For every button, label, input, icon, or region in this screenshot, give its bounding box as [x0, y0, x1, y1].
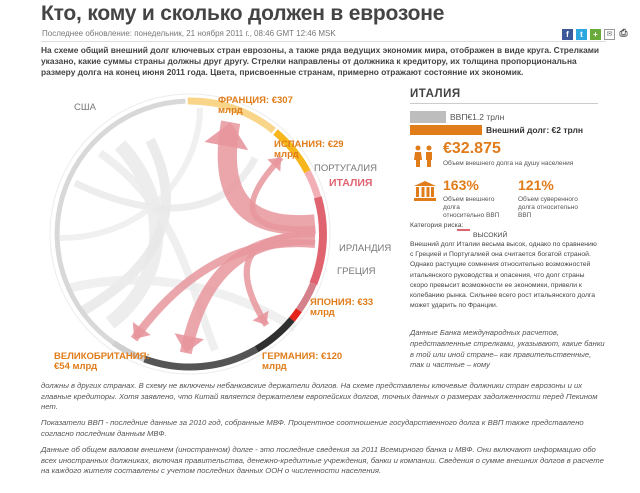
- debt-per-capita-label: Объем внешнего долга на душу населения: [443, 160, 574, 167]
- external-debt-gdp-label: Объем внешнего долга относительно ВВП: [443, 196, 500, 219]
- label-germany: ГЕРМАНИЯ: €120 млрд: [262, 351, 343, 372]
- footnote-2: Показатели ВВП - последние данные за 2010 год, собранные МВФ. Процентное соотношение государственного долга к ВВП также представлено согласно последним данным МВФ.: [41, 418, 584, 438]
- label-france: ФРАНЦИЯ: €307 млрд: [218, 95, 293, 116]
- external-debt-bar: [410, 125, 482, 135]
- print-icon[interactable]: ⎙: [619, 28, 628, 39]
- grey-chord-1: [110, 145, 156, 323]
- share-toolbar: [562, 29, 629, 40]
- risk-category-value: ВЫСОКИЙ: [473, 232, 508, 239]
- sovereign-debt-gdp-label: Объем суверенного долга относительно ВВП: [518, 196, 578, 219]
- arrowhead-france: [204, 122, 248, 150]
- email-icon[interactable]: ✉: [604, 29, 615, 40]
- twitter-icon[interactable]: t: [576, 29, 587, 40]
- gdp-row: [410, 111, 504, 123]
- label-greece: ГРЕЦИЯ: [337, 266, 376, 277]
- people-icon: [412, 145, 436, 167]
- intro-text: На схеме общий внешний долг ключевых стран еврозоны, а также ряда ведущих экономик мира, отображен в виде круга. Стрелками указано, какие суммы страны должны друг другу. Стрелки направлены от должника к кредитору, их толщина пропорциональна размеру долга на конец июня 2011 года. Цвета, присвоенные странам, примерно отражают состояние их экономик.: [41, 45, 600, 77]
- panel-country-title: ИТАЛИЯ: [410, 88, 461, 100]
- arc-portugal[interactable]: [307, 172, 317, 198]
- risk-category-label: Категория риска:: [410, 222, 464, 229]
- label-portugal: ПОРТУГАЛИЯ: [314, 163, 377, 174]
- label-ireland: ИРЛАНДИЯ: [339, 243, 392, 254]
- share-icon[interactable]: +: [590, 29, 601, 40]
- label-spain: ИСПАНИЯ: €29 млрд: [274, 139, 344, 160]
- gdp-bar: [410, 111, 446, 123]
- country-description: Внешний долг Италии весьма высок, однако по сравнению с Грецией и Португалией она считается богатой страной. Однако растущие сомнения относительно возможностей итальянского руководства и опасения, что долг страны скоро превысит возможности ее экономики, привели к колебанию рынка. Сильнее всего рост итальянского долга может ударить по Франции.: [410, 241, 597, 310]
- arc-japan[interactable]: [257, 320, 292, 350]
- risk-indicator: [457, 229, 470, 231]
- label-japan: ЯПОНИЯ: €33 млрд: [310, 297, 374, 318]
- label-italy[interactable]: ИТАЛИЯ: [329, 177, 373, 189]
- bank-icon: [414, 181, 436, 201]
- external-debt-value: Внешний долг: €2 трлн: [486, 125, 584, 135]
- facebook-icon[interactable]: f: [562, 29, 573, 40]
- debt-per-capita-value: €32.875: [443, 140, 501, 157]
- footnote-3: Данные об общем валовом внешнем (иностранном) долге - это последние сведения за 2011 Всемирного банка и МВФ. Они включают информацию обо всех иностранных должниках, включая правительства, денежно-кредитные учреждения, банки и компании. Сведения о сумме внешних долгов в расчете на каждого жителя составлены с учетом последних данных ООН о численности населения.: [41, 445, 604, 475]
- country-info-panel: [410, 88, 610, 370]
- external-debt-gdp-value: 163%: [443, 177, 479, 193]
- panel-divider: [410, 103, 598, 104]
- label-usa: США: [74, 102, 96, 113]
- last-updated: Последнее обновление: понедельник, 21 ноября 2011 г., 08:46 GMT 12:46 MSK: [42, 29, 336, 38]
- external-debt-row: [410, 125, 583, 135]
- header-divider: [41, 41, 606, 42]
- sovereign-debt-gdp-value: 121%: [518, 177, 554, 193]
- arc-greece[interactable]: [292, 310, 299, 319]
- data-source-note: Данные Банка международных расчетов, представленные стрелками, указывают, какие банки в той или иной стране– как правительственные, так и частные – кому: [410, 328, 605, 370]
- page-title: Кто, кому и сколько должен в еврозоне: [41, 2, 445, 25]
- debt-chord-diagram: [0, 88, 410, 398]
- gdp-value: ВВП€1.2 трлн: [450, 112, 505, 122]
- footnote-1: должны в других странах. В схему не включены небанковские держатели долгов. На схеме представлены ключевые должники стран еврозоны и их главные кредиторы. Хотя заявлено, что Китай является держателем европейских долгов, точных данных о размерах задолженности перед Пекином нет.: [41, 381, 598, 411]
- label-uk: ВЕЛИКОБРИТАНИЯ: €54 млрд: [54, 351, 150, 372]
